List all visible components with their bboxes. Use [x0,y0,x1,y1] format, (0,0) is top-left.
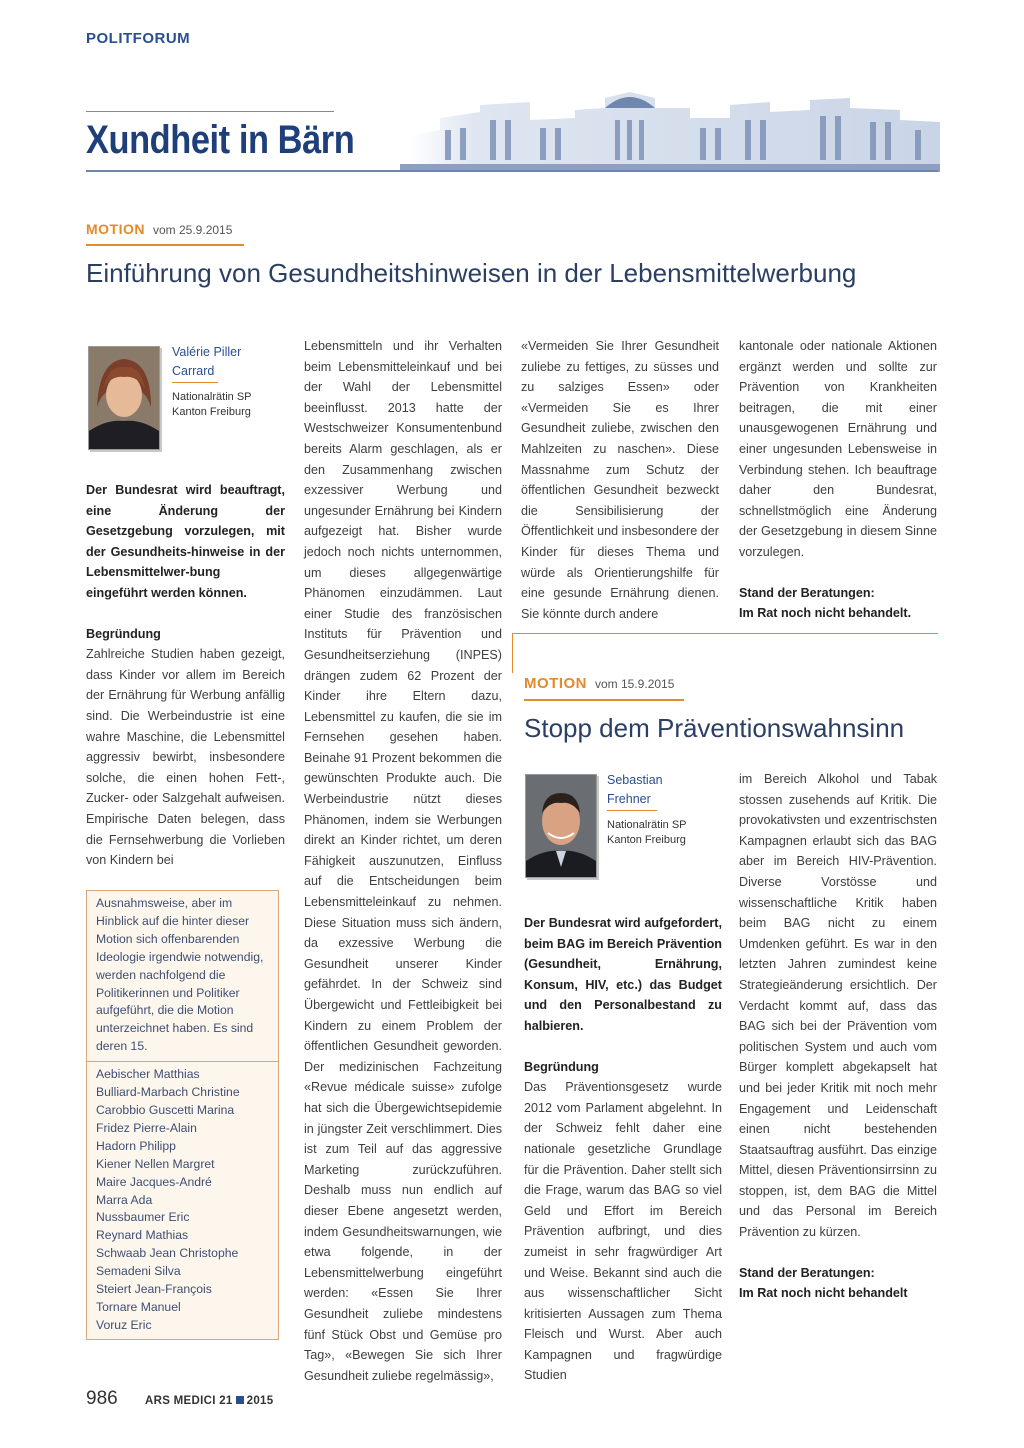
motion1-column4 [739,336,937,624]
author-name-line2: Frehner [607,792,651,806]
signatory-name: Aebischer Matthias [96,1067,200,1082]
motion2-status-label: Stand der Beratungen: [739,1265,875,1280]
signatory-name: Bulliard-Marbach Christine [96,1085,240,1100]
signatory-name: Schwaab Jean Christophe [96,1246,239,1261]
author-name-line1: Sebastian [607,773,663,787]
signatory-name: Nussbaumer Eric [96,1210,190,1225]
motion2-frame-top [512,633,938,634]
parliament-building-illustration [400,90,940,172]
motion1-column2 [304,336,502,1386]
motion2-status-value: Im Rat noch nicht behandelt [739,1286,908,1301]
portrait-icon [526,775,596,877]
signatory-name: Semadeni Silva [96,1264,181,1279]
motion1-column1 [86,480,285,871]
journal-footer [145,1395,273,1407]
motion2-headline: Stopp dem Präventionswahnsinn [524,713,905,743]
portrait-icon [89,347,159,449]
motion1-rule [86,244,244,246]
signatory-name: Kiener Nellen Margret [96,1156,215,1171]
motion2-lead: Der Bundesrat wird aufgefordert, beim BAG im Bereich Prävention (Gesundheit, Ernährung, Konsum, HIV, etc.) das Budget und den Personalbestand zu halbieren. [524,916,722,1033]
author-name-rule [172,382,218,383]
journal-year: 2015 [246,1395,274,1407]
motion2-column3 [524,913,722,1386]
motion-tag: MOTION [86,221,145,237]
signatory-name: Maire Jacques-André [96,1174,212,1189]
signatories-intro: Ausnahmsweise, aber im Hinblick auf die hinter dieser Motion sich offenbarenden Ideologie irgendwie notwendig, werden nachfolgend die Politikerinnen und Politiker aufgeführt, die die Motion unterzeichnet haben. Es sind deren 15. [96,896,264,1054]
author-role-line2: Kanton Freiburg [172,406,251,418]
motion1-lead: Der Bundesrat wird beauftragt, eine Änderung der Gesetzgebung vorzulegen, mit der Gesundheits-hinweise in der Lebensmittelwer-bung eingeführt werden können. [86,483,285,600]
author-name-rule [607,810,657,811]
signatory-name: Reynard Mathias [96,1228,189,1243]
motion-date: vom 15.9.2015 [595,677,675,691]
page-number: 986 [86,1388,118,1409]
motion1-label [86,221,232,239]
motion2-body-col4: im Bereich Alkohol und Tabak stossen zusehends auf Kritik. Die provokativsten und exzentrischsten Kampagnen erlaubt sich das BAG aber im Bereich HIV-Prävention. Diverse Vorstösse und wissenschaftliche Kritik haben beim BAG nicht zu einem Umdenken geführt. Es war in den letzten Jahren zumindest keine Strategieänderung ersichtlich. Der Verdacht kommt auf, dass das BAG sich bei der Prävention vom politischen System und auch vom Bürger komplett abgekapselt hat und bei jeder Kritik mit noch mehr Engagement und Leidenschaft einen nicht bestehenden Staatsauftrag ausführt. Das einzige Mittel, diesen Präventionsirrsinn zu stoppen, ist, dem BAG die Mittel und das Personal im Bereich Prävention zu kürzen. [739,772,937,1240]
motion2-frame-left [512,633,513,673]
motion2-rule [524,699,684,701]
title-rule [86,111,334,112]
motion1-status-label: Stand der Beratungen: [739,585,875,600]
page-title: Xundheit in Bärn [86,118,355,162]
motion1-headline: Einführung von Gesundheitshinweisen in der Lebensmittelwerbung [86,258,857,288]
signatory-name: Carobbio Guscetti Marina [96,1102,235,1117]
motion2-label [524,675,674,693]
signatories-box [86,890,279,1340]
author-photo-frehner [525,774,597,878]
signatory-name: Steiert Jean-François [96,1282,212,1297]
author-role-line1: Nationalrätin SP [172,391,252,403]
signatory-name: Voruz Eric [96,1317,152,1332]
motion-tag: MOTION [524,675,587,692]
signatories-divider [87,1061,278,1062]
signatory-name: Fridez Pierre-Alain [96,1120,197,1135]
signatories-list [96,1066,269,1335]
signatory-name: Tornare Manuel [96,1299,181,1314]
square-icon [236,1396,244,1404]
section-label: POLITFORUM [86,30,191,47]
motion1-body-col2: Lebensmitteln und ihr Verhalten beim Lebensmitteleinkauf und bei der Wahl der Lebensmittel beeinflusst. 2013 hatte der Westschweizer Konsumentenbund bereits Alarm geschlagen, als er den Zusammenhang zwischen exzessiver Werbung und ungesunder Ernährung bei Kindern aufgezeigt hat. Bisher wurde jedoch noch nichts unternommen, um dieses allgegenwärtige Phänomen einzudämmen. Laut einer Studie des französischen Instituts für Prävention und Gesundheitserziehung (INPES) drängen zudem 62 Prozent der Kinder ihre Eltern dazu, Lebensmittel zu kaufen, die sie im Fernsehen gesehen haben. Beinahe 91 Prozent bekommen die gewünschten Produkte auch. Die Werbeindustrie nützt dieses Phänomen, indem sie Werbungen direkt an Kinder richtet, um deren Fähigkeit auszunutzen, Einfluss auf die Entscheidungen beim Lebensmitteleinkauf zu nehmen. Diese Situation muss sich ändern, da exzessive Werbung die Gesundheit unserer Kinder gefährdet. In der Schweiz sind Übergewicht und Fettleibigkeit bei Kindern zu einem Problem der öffentlichen Gesundheit geworden. Der medizinischen Fachzeitung «Revue médicale suisse» zufolge hat sich die Übergewichtsepidemie in jüngster Zeit verschlimmert. Dies ist zum Teil auf das aggressive Marketing zurückzuführen. Deshalb muss nun endlich auf dieser Ebene angesetzt werden, indem Gesundheitswarnungen, wie etwa folgende, in der Lebensmittelwerbung eingeführt werden: «Essen Sie Ihrer Gesundheit zuliebe mindestens fünf Stück Obst und Gemüse pro Tag», «Bewegen Sie sich Ihrer Gesundheit zuliebe regelmässig», [304,339,502,1383]
motion1-status-value: Im Rat noch nicht behandelt. [739,606,912,621]
signatory-name: Hadorn Philipp [96,1138,176,1153]
journal-name: ARS MEDICI 21 [145,1395,233,1407]
author-photo-piller-carrard [88,346,160,450]
motion-date: vom 25.9.2015 [153,223,233,237]
motion2-begruendung-label: Begründung [524,1059,599,1074]
motion2-body-col3: Das Präventionsgesetz wurde 2012 vom Parlament abgelehnt. In der Schweiz fehlt daher eine nationale gesetzliche Grundlage für die Prävention. Daher stellt sich die Frage, warum das BAG so viel Geld und Effort im Bereich Prävention aufbringt, und dies zumeist in sehr fragwürdiger Art und Weise. Bekannt sind auch die aus wissenschaftlicher Sicht kritisierten Aussagen zum Thema Fleisch und Wurst. Aber auch Kampagnen und fragwürdige Studien [524,1080,722,1383]
signatory-name: Marra Ada [96,1192,153,1207]
motion2-column4 [739,769,937,1304]
motion1-begruendung-label: Begründung [86,626,161,641]
author-name-line1: Valérie Piller [172,345,242,359]
author-name-line2: Carrard [172,364,215,378]
motion1-column3 [521,336,719,624]
author-role-line1: Nationalrätin SP [607,819,687,831]
motion1-body-col4: kantonale oder nationale Aktionen ergänzt werden und sollte zur Prävention von Krankheiten beitragen, die mit einer unausgewogenen Ernährung und einer ungesunden Lebensweise in Verbindung stehen. Ich beauftrage daher den Bundesrat, schnellstmöglich eine Änderung der Gesetzgebung in diesem Sinne vorzulegen. [739,339,937,559]
motion1-body-col3: «Vermeiden Sie Ihrer Gesundheit zuliebe zu fettiges, zu süsses und zu salziges Essen» oder «Vermeiden Sie es Ihrer Gesundheit zuliebe, zwischen den Mahlzeiten zu naschen». Diese Massnahme zum Schutz der öffentlichen Gesundheit bezweckt die Sensibilisierung der Öffentlichkeit und insbesondere der Kinder für dieses Thema und würde als Orientierungshilfe für eine gesunde Ernährung dienen. Sie könnte durch andere [521,339,719,621]
motion1-body-col1: Zahlreiche Studien haben gezeigt, dass Kinder vor allem im Bereich der Ernährung für Werbung anfällig sind. Die Werbeindustrie ist eine wahre Maschine, die Lebensmittel aggressiv bewirbt, insbesondere solche, die einen hohen Fett-, Zucker- oder Salzgehalt aufweisen. Empirische Daten belegen, dass die Fernsehwerbung die Vorlieben von Kindern bei [86,647,285,868]
title-underline [86,170,938,172]
author-role-line2: Kanton Freiburg [607,834,686,846]
